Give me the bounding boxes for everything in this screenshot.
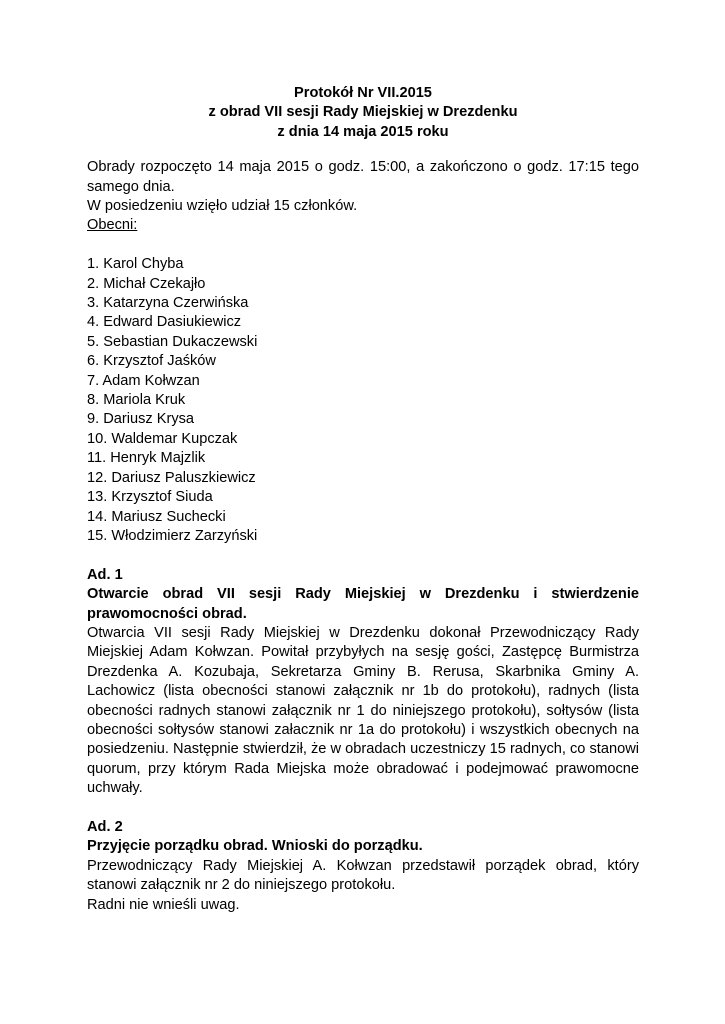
title-line-1: Protokół Nr VII.2015: [294, 85, 432, 101]
list-item: 6. Krzysztof Jaśków: [87, 353, 216, 370]
intro-paragraph: Obrady rozpoczęto 14 maja 2015 o godz. 15:00, a zakończono o godz. 17:15 tego samego dnia.: [87, 159, 639, 195]
list-item: 1. Karol Chyba: [87, 256, 184, 273]
ad1-heading: Otwarcie obrad VII sesji Rady Miejskiej w Drezdenku i stwierdzenie prawomocności obrad.: [87, 586, 639, 622]
title-line-3: z dnia 14 maja 2015 roku: [277, 123, 449, 140]
list-item: 5. Sebastian Dukaczewski: [87, 333, 258, 350]
present-label: Obecni:: [87, 217, 138, 234]
ad1-label: Ad. 1: [87, 566, 123, 583]
list-item: 9. Dariusz Krysa: [87, 411, 195, 428]
list-item: 15. Włodzimierz Zarzyński: [87, 527, 258, 544]
spacer: [87, 799, 639, 818]
list-item: 3. Katarzyna Czerwińska: [87, 295, 249, 312]
document-page: [87, 84, 639, 915]
list-item: 12. Dariusz Paluszkiewicz: [87, 469, 256, 486]
ad2-note: Radni nie wnieśli uwag.: [87, 896, 240, 913]
list-item: 13. Krzysztof Siuda: [87, 489, 213, 506]
list-item: 2. Michał Czekajło: [87, 275, 206, 292]
ad1-body: Otwarcia VII sesji Rady Miejskiej w Drezdenku dokonał Przewodniczący Rady Miejskiej Adam Kołwzan. Powitał przybyłych na sesję gości, Zastępcę Burmistrza Drezdenka A. Kozubaja, Sekretarza Gminy B. Rerusa, Skarbnika Gminy A. Lachowicz (lista obecności stanowi załącznik nr 1b do protokołu), radnych (lista obecności radnych stanowi załącznik nr 1 do niniejszego protokołu), sołtysów (lista obecności sołtysów stanowi załacznik nr 1a do protokołu) i wszystkich obecnych na posiedzeniu. Następnie stwierdził, że w obradach uczestniczy 15 radnych, co stanowi quorum, przy którym Rada Miejska może obradować i podejmować prawomocne uchwały.: [87, 624, 639, 797]
list-item: 7. Adam Kołwzan: [87, 372, 200, 389]
members-list: [87, 255, 639, 546]
list-item: 8. Mariola Kruk: [87, 392, 186, 409]
title-line-2: z obrad VII sesji Rady Miejskiej w Drezdenku: [208, 104, 518, 121]
ad2-body: Przewodniczący Rady Miejskiej A. Kołwzan przedstawił porządek obrad, który stanowi załącznik nr 2 do niniejszego protokołu.: [87, 857, 639, 894]
spacer: [87, 546, 639, 565]
list-item: 4. Edward Dasiukiewicz: [87, 314, 242, 331]
ad2-label: Ad. 2: [87, 818, 123, 835]
list-item: 10. Waldemar Kupczak: [87, 430, 238, 447]
attendance-line: W posiedzeniu wzięło udział 15 członków.: [87, 198, 358, 215]
document-title: [87, 84, 639, 142]
list-item: 14. Mariusz Suchecki: [87, 508, 226, 525]
list-item: 11. Henryk Majzlik: [87, 450, 206, 467]
ad2-heading: Przyjęcie porządku obrad. Wnioski do porządku.: [87, 838, 423, 855]
spacer: [87, 236, 639, 255]
